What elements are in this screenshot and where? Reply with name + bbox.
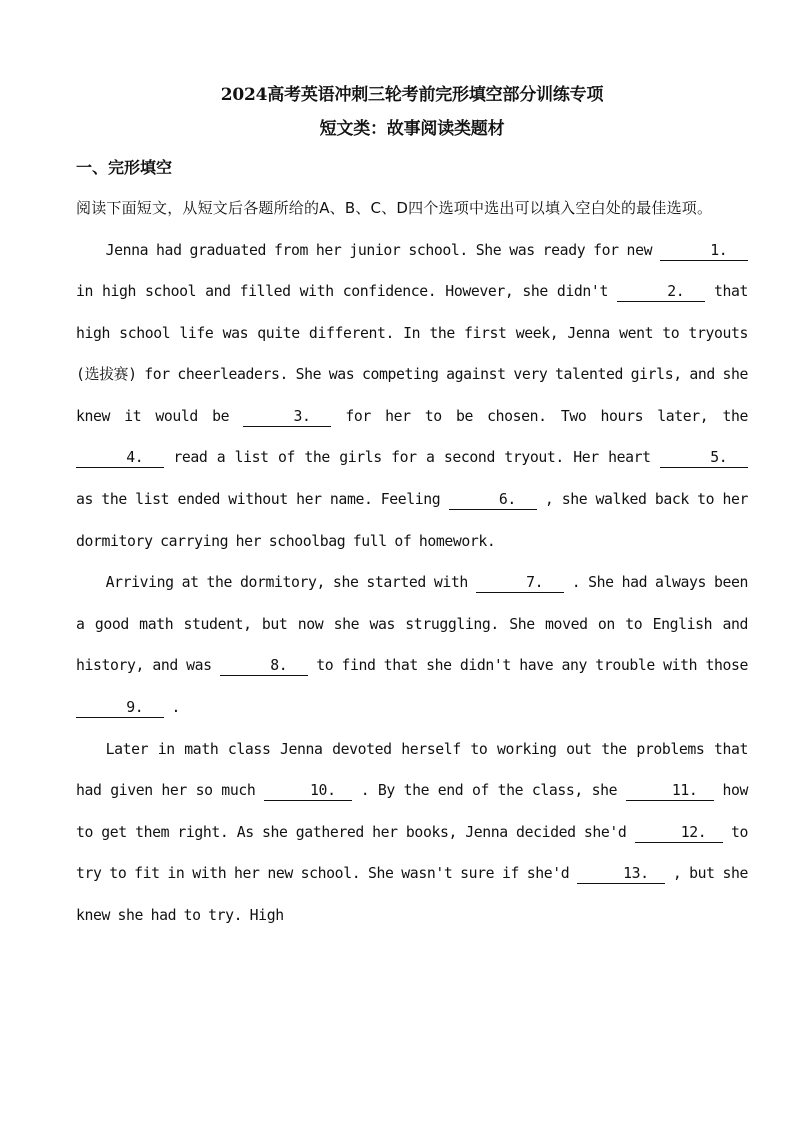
answer-blank[interactable]: 6. (449, 491, 537, 510)
answer-blank[interactable]: 9. (76, 699, 164, 718)
passage-paragraph-2: Arriving at the dormitory, she started with 7. . She had always been a good math student, but now she was struggling. She moved on to English and history, and was 8. to find that she didn't have any trouble with those 9. . (76, 574, 749, 717)
answer-blank[interactable]: 10. (264, 782, 352, 801)
section-heading: 一、完形填空 (76, 158, 173, 177)
answer-blank[interactable]: 1. (660, 242, 748, 261)
instructions: 阅读下面短文，从短文后各题所给的A、B、C、D四个选项中选出可以填入空白处的最佳选项。 (76, 199, 713, 217)
answer-blank[interactable]: 11. (626, 782, 714, 801)
document-page (76, 78, 748, 937)
answer-blank[interactable]: 5. (660, 449, 748, 468)
answer-blank[interactable]: 12. (635, 824, 723, 843)
passage-paragraph-3: Later in math class Jenna devoted herself to working out the problems that had given her so much 10. . By the end of the class, she 11. how to get them right. As she gathered her books, Jenna decided she'd 12. to try to fit in with her new school. She wasn't sure if she'd 13. , but she knew she had to try. High (76, 740, 749, 924)
answer-blank[interactable]: 7. (476, 574, 564, 593)
answer-blank[interactable]: 4. (76, 449, 164, 468)
answer-blank[interactable]: 3. (243, 408, 331, 427)
document-title: 2024高考英语冲刺三轮考前完形填空部分训练专项 (220, 85, 604, 105)
answer-blank[interactable]: 8. (220, 657, 308, 676)
answer-blank[interactable]: 2. (617, 283, 705, 302)
passage-paragraph-1: Jenna had graduated from her junior school. She was ready for new 1. in high school and filled with confidence. However, she didn't 2. that high school life was quite different. In the first week, Jenna went to tryouts (选拔赛) for cheerleaders. She was competing against very talented girls, and she knew it would be 3. for her to be chosen. Two hours later, the 4. read a list of the girls for a second tryout. Her heart 5. as the list ended without her name. Feeling 6. , she walked back to her dormitory carrying her schoolbag full of homework. (76, 241, 748, 550)
document-subtitle: 短文类：故事阅读类题材 (319, 119, 505, 139)
answer-blank[interactable]: 13. (577, 865, 665, 884)
